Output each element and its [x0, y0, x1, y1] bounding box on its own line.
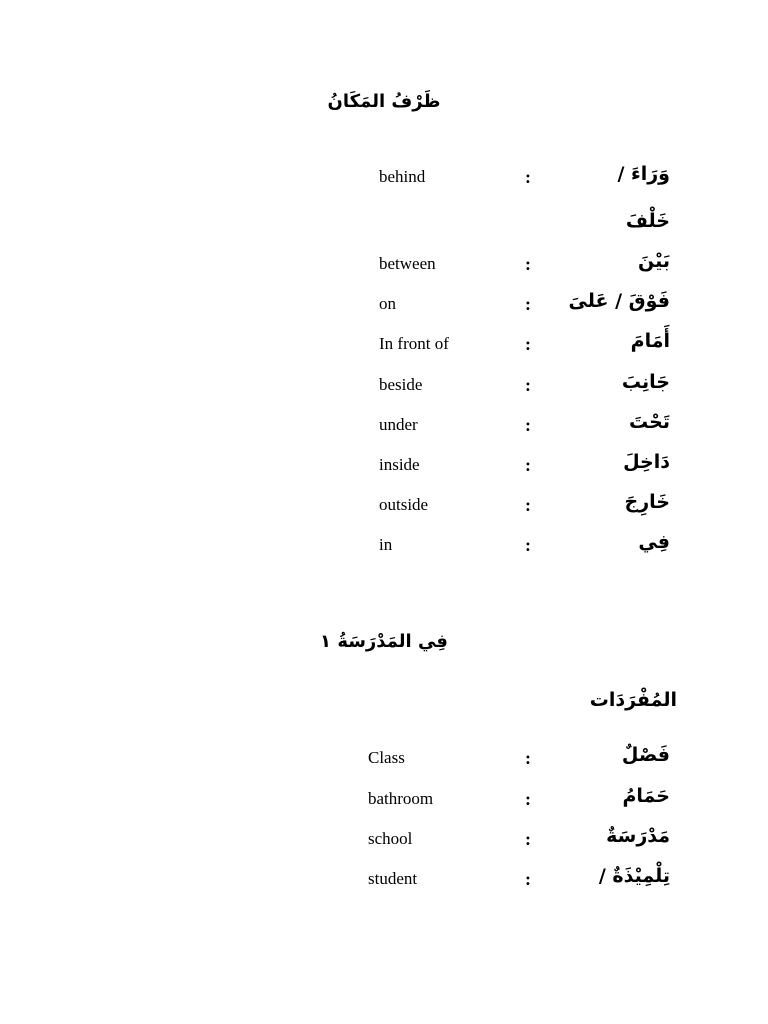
arabic-word: فَوْقَ / عَلىَ	[568, 290, 670, 312]
english-word: beside	[379, 375, 423, 394]
english-word: behind	[379, 167, 426, 186]
vocab-row	[0, 531, 768, 567]
arabic-word: بَيْنَ	[638, 250, 670, 272]
separator: :	[525, 415, 531, 435]
separator: :	[525, 535, 531, 555]
separator: :	[525, 375, 531, 395]
vocab-row	[0, 825, 768, 861]
arabic-word: فَصْلٌ	[621, 744, 670, 766]
separator: :	[525, 334, 531, 354]
separator: :	[525, 748, 531, 768]
english-word: inside	[379, 455, 420, 474]
vocab-row	[0, 865, 768, 901]
english-word: outside	[379, 495, 429, 514]
arabic-word: مَدْرَسَةٌ	[606, 825, 670, 847]
arabic-word: خَارِجَ	[624, 491, 670, 513]
arabic-word: وَرَاءَ /	[617, 163, 670, 185]
arabic-word: تِلْمِيْذَةٌ /	[598, 865, 670, 887]
arabic-word: جَانِبَ	[621, 371, 670, 393]
separator: :	[525, 789, 531, 809]
vocab-row	[0, 290, 768, 326]
separator: :	[525, 455, 531, 475]
vocab-row	[0, 250, 768, 286]
english-word: school	[368, 829, 413, 848]
arabic-word: فِي	[638, 531, 670, 553]
english-word: bathroom	[368, 789, 434, 808]
english-word: in	[379, 535, 393, 554]
vocab-row	[0, 411, 768, 447]
vocab-row	[0, 491, 768, 527]
section-title-at-school: فِي المَدْرَسَةُ ١	[320, 631, 448, 652]
separator: :	[525, 254, 531, 274]
english-word: Class	[368, 748, 405, 767]
vocab-row	[0, 371, 768, 407]
separator: :	[525, 294, 531, 314]
vocab-row	[0, 744, 768, 780]
english-word: between	[379, 254, 436, 273]
arabic-word: حَمَامُ	[622, 785, 670, 807]
separator: :	[525, 869, 531, 889]
arabic-word: أَمَامَ	[630, 330, 670, 352]
vocab-row	[0, 163, 768, 199]
english-word: In front of	[379, 334, 449, 353]
separator: :	[525, 495, 531, 515]
section-subtitle-vocabulary: المُفْرَدَات	[589, 689, 677, 711]
vocab-row	[0, 210, 768, 246]
english-word: under	[379, 415, 418, 434]
separator: :	[525, 167, 531, 187]
english-word: on	[379, 294, 396, 313]
arabic-word: تَحْتَ	[629, 411, 670, 433]
english-word: student	[368, 869, 418, 888]
arabic-word: دَاخِلَ	[623, 451, 670, 473]
vocab-row	[0, 451, 768, 487]
section-title-adverbs-of-place: ظَرْفُ المَكَانُ	[327, 91, 441, 112]
vocab-row	[0, 785, 768, 821]
arabic-word: خَلْفَ	[625, 210, 670, 232]
separator: :	[525, 829, 531, 849]
vocab-row	[0, 330, 768, 366]
